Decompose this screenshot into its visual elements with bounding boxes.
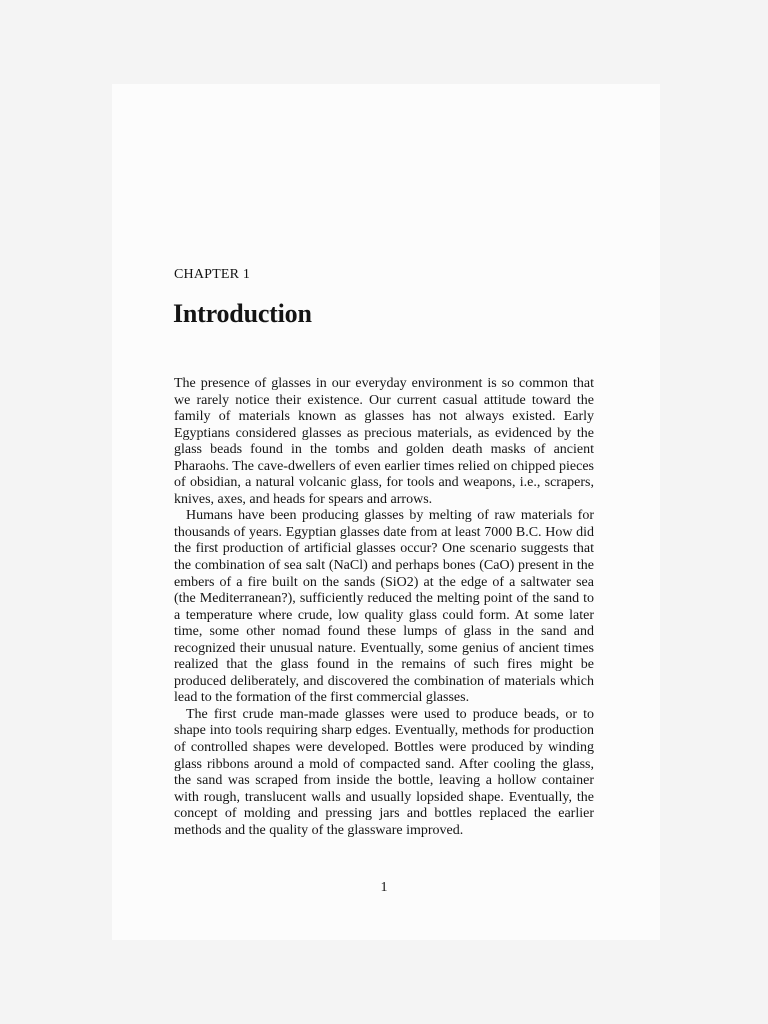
chapter-body (174, 376, 594, 839)
chapter-label: CHAPTER 1 (174, 267, 251, 282)
page-number: 1 (380, 880, 388, 895)
paragraph-2: Humans have been producing glasses by melting of raw materials for thousands of years. Egyptian glasses date from at least 7000 B.C. How did the first production of artificial glasses occur? One scenario suggests that the combination of sea salt (NaCl) and perhaps bones (CaO) present in the embers of a fire built on the sands (SiO2) at the edge of a saltwater sea (the Mediterranean?), sufficiently reduced the melting point of the sand to a temperature where crude, low quality glass could form. At some later time, some other nomad found these lumps of glass in the sand and recognized their unusual nature. Eventually, some genius of ancient times realized that the glass found in the remains of such fires might be produced deliberately, and discovered the combination of materials which lead to the formation of the first commercial glasses. (174, 508, 594, 706)
paragraph-3: The first crude man-made glasses were used to produce beads, or to shape into tools requiring sharp edges. Eventually, methods for production of controlled shapes were developed. Bottles were produced by winding glass ribbons around a mold of compacted sand. After cooling the glass, the sand was scraped from inside the bottle, leaving a hollow container with rough, translucent walls and usually lopsided shape. Eventually, the concept of molding and pressing jars and bottles replaced the earlier methods and the quality of the glassware improved. (174, 706, 594, 838)
chapter-title: Introduction (173, 299, 312, 328)
paragraph-1: The presence of glasses in our everyday environment is so common that we rarely notice their existence. Our current casual attitude toward the family of materials known as glasses has not always existed. Early Egyptians considered glasses as precious materials, as evidenced by the glass beads found in the tombs and golden death masks of ancient Pharaohs. The cave-dwellers of even earlier times relied on chipped pieces of obsidian, a natural volcanic glass, for tools and weapons, i.e., scrapers, knives, axes, and heads for spears and arrows. (174, 376, 594, 507)
